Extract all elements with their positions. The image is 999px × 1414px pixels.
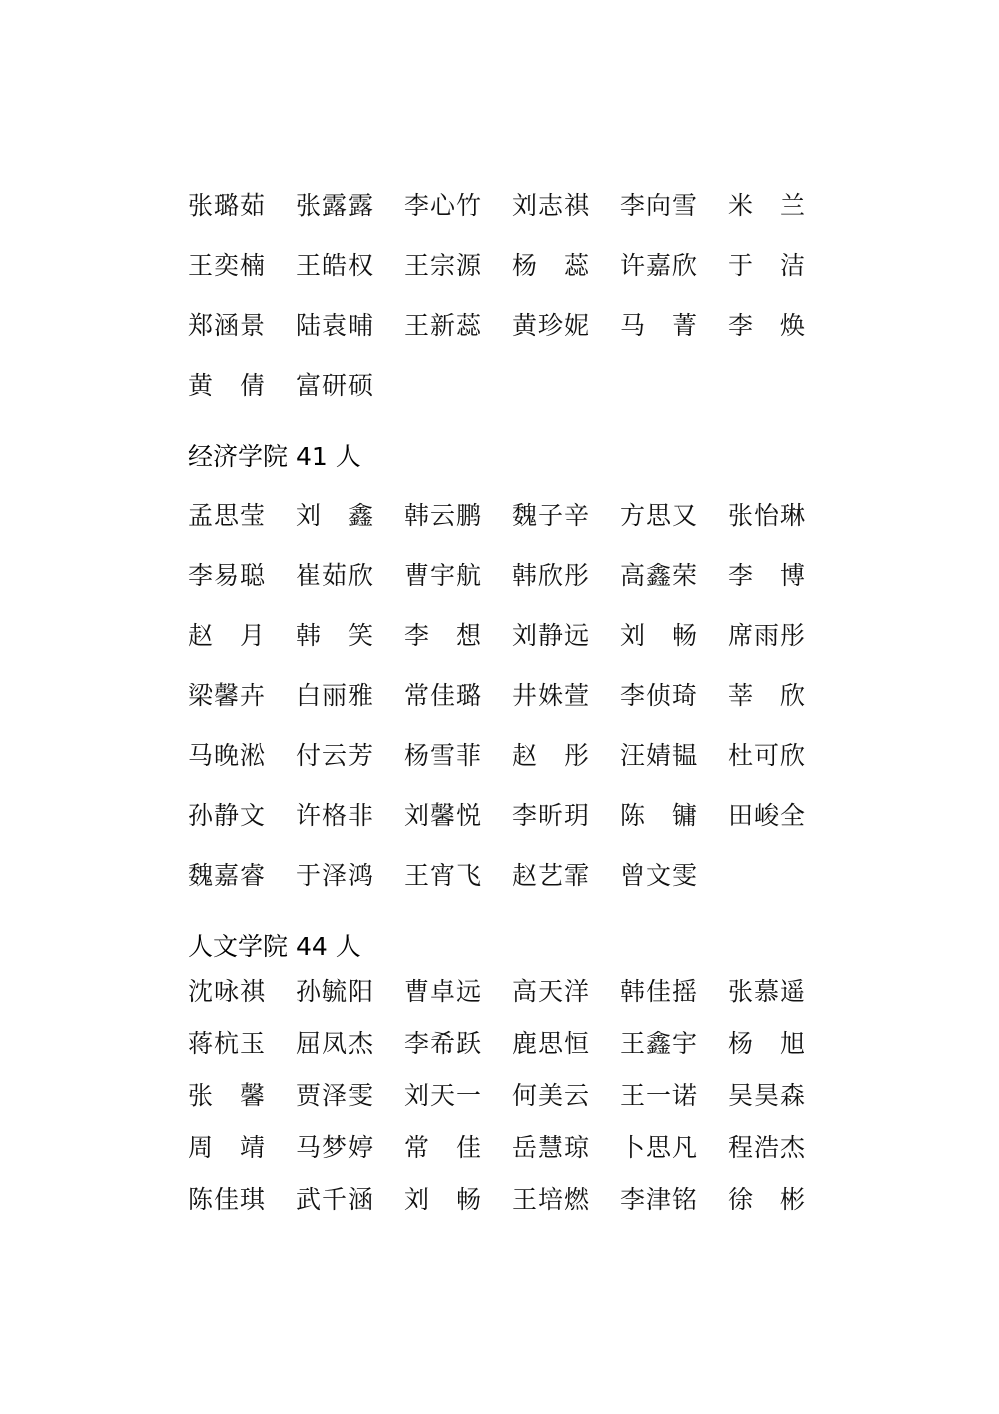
student-name: 曹卓远 xyxy=(404,977,483,1006)
student-name: 席雨彤 xyxy=(728,621,807,650)
name-row xyxy=(188,236,828,296)
student-name: 陈 镛 xyxy=(620,801,699,830)
name-list-economics xyxy=(188,486,828,906)
student-name: 于 洁 xyxy=(728,251,807,280)
student-name: 沈咏祺 xyxy=(188,977,267,1006)
student-name: 魏子辛 xyxy=(512,501,591,530)
student-name: 李希跃 xyxy=(404,1029,483,1058)
student-name: 白丽雅 xyxy=(296,681,375,710)
name-row xyxy=(188,176,828,236)
student-name: 李 想 xyxy=(404,621,483,650)
student-name: 刘 畅 xyxy=(620,621,699,650)
student-name: 卜思凡 xyxy=(620,1133,699,1162)
student-name: 方思又 xyxy=(620,501,699,530)
section-heading-economics: 经济学院 41 人 xyxy=(188,442,361,471)
student-name: 高鑫荣 xyxy=(620,561,699,590)
student-name: 韩欣彤 xyxy=(512,561,591,590)
student-name: 刘静远 xyxy=(512,621,591,650)
student-name: 米 兰 xyxy=(728,191,807,220)
student-name: 王培燃 xyxy=(512,1185,591,1214)
student-name: 贾泽雯 xyxy=(296,1081,375,1110)
name-row xyxy=(188,846,828,906)
student-name: 王鑫宇 xyxy=(620,1029,699,1058)
student-name: 张露露 xyxy=(296,191,375,220)
student-name: 蒋杭玉 xyxy=(188,1029,267,1058)
student-name: 王皓权 xyxy=(296,251,375,280)
student-name: 刘 鑫 xyxy=(296,501,375,530)
student-name: 李昕玥 xyxy=(512,801,591,830)
student-name: 杨 蕊 xyxy=(512,251,591,280)
student-name: 刘志祺 xyxy=(512,191,591,220)
student-name: 李向雪 xyxy=(620,191,699,220)
student-name: 张慕遥 xyxy=(728,977,807,1006)
section-heading-humanities: 人文学院 44 人 xyxy=(188,932,361,961)
student-name: 徐 彬 xyxy=(728,1185,807,1214)
name-row xyxy=(188,966,828,1018)
name-row xyxy=(188,1070,828,1122)
student-name: 刘馨悦 xyxy=(404,801,483,830)
student-name: 韩 笑 xyxy=(296,621,375,650)
student-name: 黄 倩 xyxy=(188,371,267,400)
student-name: 杜可欣 xyxy=(728,741,807,770)
name-row xyxy=(188,546,828,606)
student-name: 高天洋 xyxy=(512,977,591,1006)
student-name: 王新蕊 xyxy=(404,311,483,340)
student-name: 孙静文 xyxy=(188,801,267,830)
student-name: 程浩杰 xyxy=(728,1133,807,1162)
student-name: 孙毓阳 xyxy=(296,977,375,1006)
student-name: 屈凤杰 xyxy=(296,1029,375,1058)
name-row xyxy=(188,1122,828,1174)
student-name: 李津铭 xyxy=(620,1185,699,1214)
student-name: 张 馨 xyxy=(188,1081,267,1110)
student-name: 常佳璐 xyxy=(404,681,483,710)
student-name: 崔茹欣 xyxy=(296,561,375,590)
student-name: 张璐茹 xyxy=(188,191,267,220)
student-name: 赵 月 xyxy=(188,621,267,650)
student-name: 曾文雯 xyxy=(620,861,699,890)
name-row xyxy=(188,1174,828,1226)
student-name: 赵 彤 xyxy=(512,741,591,770)
student-name: 孟思莹 xyxy=(188,501,267,530)
student-name: 张怡琳 xyxy=(728,501,807,530)
student-name: 何美云 xyxy=(512,1081,591,1110)
student-name: 许嘉欣 xyxy=(620,251,699,280)
student-name: 李侦琦 xyxy=(620,681,699,710)
student-name: 周 靖 xyxy=(188,1133,267,1162)
student-name: 杨 旭 xyxy=(728,1029,807,1058)
student-name: 富研硕 xyxy=(296,371,375,400)
student-name: 汪婧韫 xyxy=(620,741,699,770)
name-list-humanities xyxy=(188,966,828,1226)
student-name: 李易聪 xyxy=(188,561,267,590)
student-name: 付云芳 xyxy=(296,741,375,770)
student-name: 韩云鹏 xyxy=(404,501,483,530)
student-name: 王宗源 xyxy=(404,251,483,280)
student-name: 陈佳琪 xyxy=(188,1185,267,1214)
student-name: 武千涵 xyxy=(296,1185,375,1214)
name-row xyxy=(188,666,828,726)
name-list-continued xyxy=(188,176,828,416)
student-name: 郑涵景 xyxy=(188,311,267,340)
name-row xyxy=(188,1018,828,1070)
student-name: 岳慧琼 xyxy=(512,1133,591,1162)
student-name: 李 焕 xyxy=(728,311,807,340)
student-name: 常 佳 xyxy=(404,1133,483,1162)
student-name: 井姝萱 xyxy=(512,681,591,710)
student-name: 许格非 xyxy=(296,801,375,830)
student-name: 曹宇航 xyxy=(404,561,483,590)
student-name: 莘 欣 xyxy=(728,681,807,710)
student-name: 黄珍妮 xyxy=(512,311,591,340)
student-name: 梁馨卉 xyxy=(188,681,267,710)
student-name: 马晚淞 xyxy=(188,741,267,770)
student-name: 李 博 xyxy=(728,561,807,590)
student-name: 王一诺 xyxy=(620,1081,699,1110)
name-row xyxy=(188,486,828,546)
student-name: 李心竹 xyxy=(404,191,483,220)
student-name: 韩佳摇 xyxy=(620,977,699,1006)
name-row xyxy=(188,606,828,666)
student-name: 陆袁晡 xyxy=(296,311,375,340)
name-row xyxy=(188,296,828,356)
student-name: 吴昊森 xyxy=(728,1081,807,1110)
name-row xyxy=(188,726,828,786)
student-name: 鹿思恒 xyxy=(512,1029,591,1058)
student-name: 马 菁 xyxy=(620,311,699,340)
student-name: 田峻全 xyxy=(728,801,807,830)
student-name: 赵艺霏 xyxy=(512,861,591,890)
student-name: 杨雪菲 xyxy=(404,741,483,770)
student-name: 王宵飞 xyxy=(404,861,483,890)
student-name: 刘天一 xyxy=(404,1081,483,1110)
name-row xyxy=(188,786,828,846)
student-name: 马梦婷 xyxy=(296,1133,375,1162)
student-name: 刘 畅 xyxy=(404,1185,483,1214)
student-name: 王奕楠 xyxy=(188,251,267,280)
student-name: 魏嘉睿 xyxy=(188,861,267,890)
student-name: 于泽鸿 xyxy=(296,861,375,890)
name-row xyxy=(188,356,828,416)
